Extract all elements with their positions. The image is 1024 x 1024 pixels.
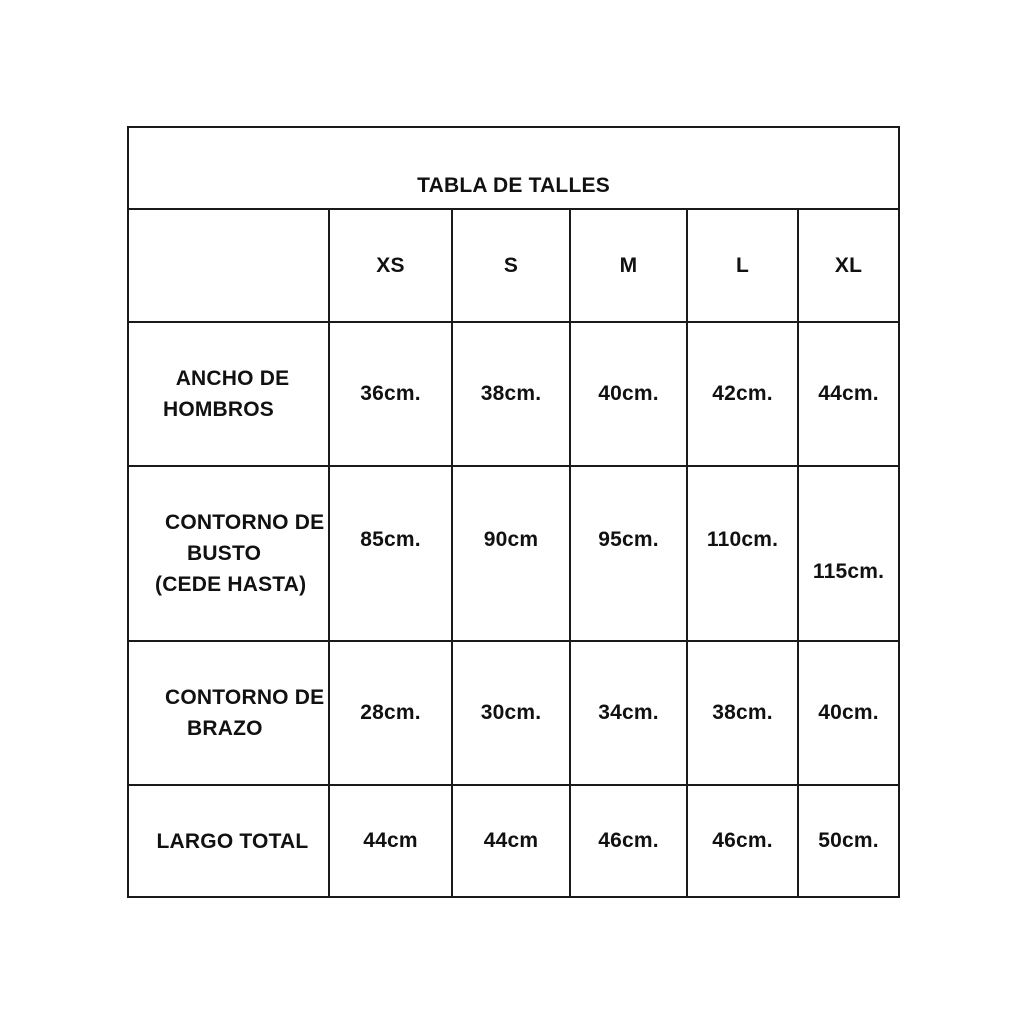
value-text: 90cm	[483, 527, 539, 551]
value-cell-m: 34cm.	[570, 641, 687, 785]
value-cell-l: 46cm.	[687, 785, 798, 897]
row-label-contorno-de-brazo	[128, 641, 329, 785]
value-cell-m	[570, 466, 687, 641]
size-header-l: L	[687, 209, 798, 322]
row-label-line: CONTORNO DE	[165, 511, 325, 534]
value-cell-xl: 50cm.	[798, 785, 899, 897]
row-label-line: CONTORNO DE	[165, 686, 325, 709]
row-label-contorno-de-busto	[128, 466, 329, 641]
value-cell-xs	[329, 466, 452, 641]
value-cell-l: 38cm.	[687, 641, 798, 785]
value-text: 110cm.	[706, 527, 779, 551]
value-cell-xl: 44cm.	[798, 322, 899, 466]
value-text: 115cm.	[812, 559, 885, 583]
value-text: 95cm.	[598, 527, 659, 551]
size-header-xl: XL	[798, 209, 899, 322]
row-label-line: BRAZO	[187, 717, 263, 740]
row-ancho-de-hombros	[128, 322, 899, 466]
value-cell-xs: 36cm.	[329, 322, 452, 466]
value-cell-m: 46cm.	[570, 785, 687, 897]
value-cell-s: 44cm	[452, 785, 570, 897]
size-header-row	[128, 209, 899, 322]
row-label-ancho-de-hombros	[128, 322, 329, 466]
value-cell-xs: 28cm.	[329, 641, 452, 785]
row-label-line: ANCHO DE	[175, 367, 290, 390]
value-cell-xl: 40cm.	[798, 641, 899, 785]
value-cell-l	[687, 466, 798, 641]
row-contorno-de-brazo	[128, 641, 899, 785]
row-label-line: BUSTO	[187, 542, 262, 565]
row-label-line: (CEDE HASTA)	[155, 573, 307, 596]
size-header-xs: XS	[329, 209, 452, 322]
row-contorno-de-busto	[128, 466, 899, 641]
value-cell-s: 38cm.	[452, 322, 570, 466]
value-text: 85cm.	[360, 527, 421, 551]
size-chart-table	[127, 126, 900, 898]
value-cell-m: 40cm.	[570, 322, 687, 466]
value-cell-xs: 44cm	[329, 785, 452, 897]
value-cell-s	[452, 466, 570, 641]
size-header-s: S	[452, 209, 570, 322]
table-title: TABLA DE TALLES	[128, 127, 899, 209]
title-row	[128, 127, 899, 209]
size-header-m: M	[570, 209, 687, 322]
row-label-line: HOMBROS	[162, 398, 275, 421]
row-largo-total	[128, 785, 899, 897]
value-cell-s: 30cm.	[452, 641, 570, 785]
row-label-largo-total	[128, 785, 329, 897]
header-empty-cell	[128, 209, 329, 322]
value-cell-xl	[798, 466, 899, 641]
value-cell-l: 42cm.	[687, 322, 798, 466]
row-label-line: LARGO TOTAL	[156, 829, 309, 853]
